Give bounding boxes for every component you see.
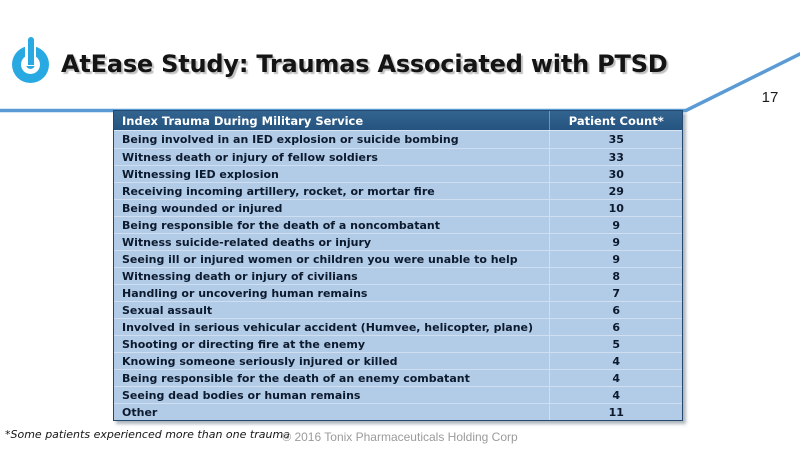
trauma-cell: Witnessing death or injury of civilians [122,269,358,283]
table-row [114,131,682,148]
slide-title: AtEase Study: Traumas Associated with PTSD [61,50,668,78]
table-row [114,233,682,250]
count-cell: 35 [549,131,682,148]
count-cell: 29 [549,183,682,199]
page-number: 17 [761,89,779,106]
table-row [114,250,682,267]
count-cell: 6 [549,319,682,335]
trauma-cell: Receiving incoming artillery, rocket, or mortar fire [122,184,435,198]
table-header-count: Patient Count* [549,111,682,130]
table-header-row [114,111,682,131]
trauma-cell: Being responsible for the death of an enemy combatant [122,371,470,385]
table-row [114,148,682,165]
trauma-cell: Witness suicide-related deaths or injury [122,235,372,249]
table-row [114,369,682,386]
count-cell: 9 [549,251,682,267]
count-cell: 8 [549,268,682,284]
trauma-cell: Sexual assault [122,303,213,317]
trauma-cell: Involved in serious vehicular accident (Humvee, helicopter, plane) [122,320,534,334]
table-row [114,182,682,199]
trauma-cell: Witness death or injury of fellow soldiers [122,150,378,164]
table-row [114,403,682,420]
count-cell: 11 [549,404,682,420]
trauma-cell: Handling or uncovering human remains [122,286,368,300]
count-cell: 4 [549,387,682,403]
table-row [114,199,682,216]
trauma-cell: Being wounded or injured [122,201,283,215]
trauma-cell: Shooting or directing fire at the enemy [122,337,365,351]
table-row [114,267,682,284]
trauma-cell: Seeing ill or injured women or children you were unable to help [122,252,518,266]
table-header-trauma: Index Trauma During Military Service [122,113,364,128]
count-cell: 10 [549,200,682,216]
logo-stem [25,36,36,66]
table-row [114,165,682,182]
count-cell: 9 [549,217,682,233]
count-cell: 33 [549,149,682,165]
trauma-cell: Being involved in an IED explosion or suicide bombing [122,133,459,146]
footnote: *Some patients experienced more than one trauma [5,428,290,441]
trauma-table [113,110,683,421]
count-cell: 7 [549,285,682,301]
count-cell: 6 [549,302,682,318]
table-row [114,352,682,369]
trauma-cell: Witnessing IED explosion [122,167,279,181]
count-cell: 4 [549,353,682,369]
trauma-table-body [114,131,682,420]
count-cell: 9 [549,234,682,250]
trauma-cell: Seeing dead bodies or human remains [122,388,361,402]
trauma-cell: Being responsible for the death of a noncombatant [122,218,441,232]
table-row [114,335,682,352]
table-row [114,216,682,233]
copyright: © 2016 Tonix Pharmaceuticals Holding Corp [282,430,518,444]
tonix-power-logo-icon [11,36,51,86]
table-row [114,318,682,335]
count-cell: 5 [549,336,682,352]
table-row [114,301,682,318]
table-row [114,386,682,403]
table-row [114,284,682,301]
count-cell: 4 [549,370,682,386]
trauma-cell: Other [122,405,158,419]
count-cell: 30 [549,166,682,182]
trauma-cell: Knowing someone seriously injured or killed [122,354,398,368]
